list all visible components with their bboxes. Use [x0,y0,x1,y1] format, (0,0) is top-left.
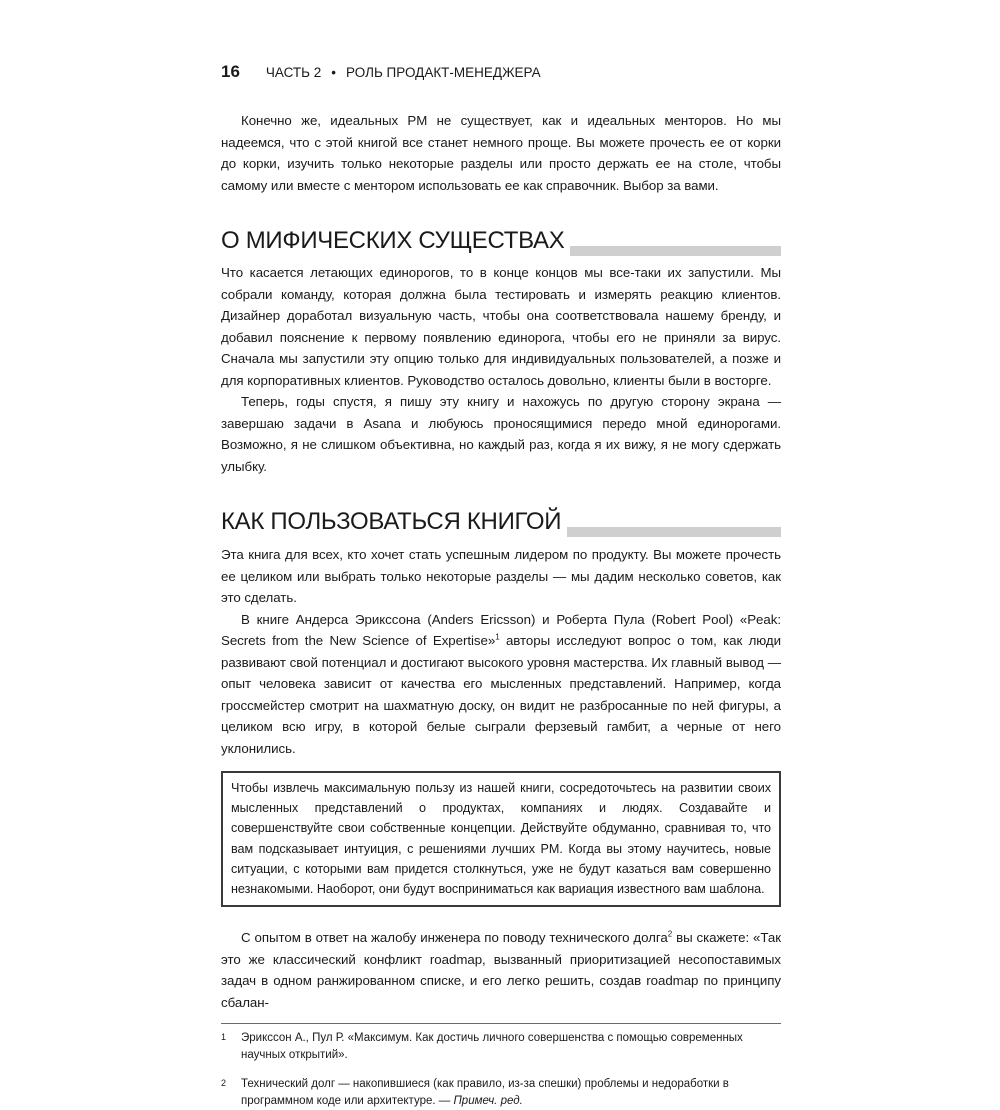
footnote-mark: 1 [221,1032,227,1043]
running-header [221,62,781,88]
page-number: 16 [221,62,240,81]
section-mythical-body [221,262,781,477]
section-title: О МИФИЧЕСКИХ СУЩЕСТВАХ [221,226,570,256]
editor-note: Примеч. ред. [453,1095,523,1108]
intro-paragraph: Конечно же, идеальных PM не существует, как и идеальных менторов. Но мы надеемся, что с этой книгой все станет немного проще. Вы можете прочесть ее от корки до корки, изучить только некоторые разделы или просто держать ее на столе, чтобы самому или вместе с ментором использовать ее как справочник. Выбор за вами. [221,113,781,193]
footnote-divider [221,1023,781,1024]
footnote-mark: 2 [221,1078,227,1089]
section-title: КАК ПОЛЬЗОВАТЬСЯ КНИГОЙ [221,507,567,537]
callout-box [221,771,781,907]
part-label: ЧАСТЬ 2 [265,65,322,80]
paragraph [221,609,781,760]
callout-text: Чтобы извлечь максимальную пользу из нашей книги, сосредоточьтесь на развитии своих мысленных представлений о продуктах, компаниях и людях. Создавайте и совершенствуйте свои собственные концепции. Действуйте обдуманно, сравнивая то, что вам подсказывает интуиция, с решениями лучших PM. Когда вы этому научитесь, новые ситуации, с которыми вам придется столкнуться, уже не будут казаться вам совершенно незнакомыми. Наоборот, они будут восприниматься как вариация известного вам шаблона. [231,781,771,897]
section-how-to-use-body [221,544,781,1013]
section-heading-mythical [221,226,781,260]
paragraph: Теперь, годы спустя, я пишу эту книгу и нахожусь по другую сторону экрана — завершаю задачи в Asana и любуюсь проносящимися передо мной единорогами. Возможно, я не слишком объективна, но каждый раз, когда я их вижу, я не могу сдержать улыбку. [221,394,781,474]
paragraph-text: В книге Андерса Эрикссона (Anders Ericsson) и Роберта Пула (Robert Pool) «Peak: Secrets from the New Science of Expertise» [221,611,781,648]
book-page [221,62,781,1110]
section-heading-how-to-use [221,507,781,541]
paragraph [221,927,781,1013]
chapter-title: РОЛЬ ПРОДАКТ-МЕНЕДЖЕРА [346,65,541,80]
footnote-ref-2[interactable]: 2 [667,929,673,939]
paragraph-text: авторы исследуют вопрос о том, как люди развивают свой потенциал и достигают высокого уровня мастерства. Их главный вывод — опыт человека зависит от качества его мысленных представлений. Например, когда гроссмейстер смотрит на шахматную доску, он видит не разбросанные по ней фигуры, а целиком всю игру, в которой белые сыграли ферзевый гамбит, а черные от него уклонились. [221,633,781,756]
footnote-text: Эрикссон А., Пул Р. «Максимум. Как достичь личного совершенства с помощью современных научных открытий». [241,1032,743,1062]
paragraph: Эта книга для всех, кто хочет стать успешным лидером по продукту. Вы можете прочесть ее целиком или выбрать только некоторые разделы — мы дадим несколько советов, как это сделать. [221,547,781,605]
paragraph-text: вы скажете: «Так это же классический конфликт roadmap, вызванный приоритизацией несопоставимых задач в одном ранжированном списке, и его легко решить, создав roadmap по принципу сбалан- [221,930,781,1010]
footnote [221,1030,781,1064]
header-bullet: • [331,65,337,80]
footnote-text: Технический долг — накопившиеся (как правило, из-за спешки) проблемы и недоработки в программном коде или архитектуре. — [241,1078,729,1108]
paragraph: Что касается летающих единорогов, то в конце концов мы все-таки их запустили. Мы собрали команду, которая должна была тестировать и измерять реакцию клиентов. Дизайнер доработал визуальную часть, чтобы она соответствовала нашему бренду, и добавил пояснение к первому появлению единорога, чтобы его не приняли за вирус. Сначала мы запустили эту опцию только для индивидуальных пользователей, а позже и для корпоративных клиентов. Руководство осталось довольно, клиенты были в восторге. [221,265,781,388]
footnote [221,1076,781,1110]
paragraph-text: С опытом в ответ на жалобу инженера по поводу технического долга [241,930,668,946]
footnote-ref-1[interactable]: 1 [495,632,500,642]
footnote-body [241,1076,781,1110]
